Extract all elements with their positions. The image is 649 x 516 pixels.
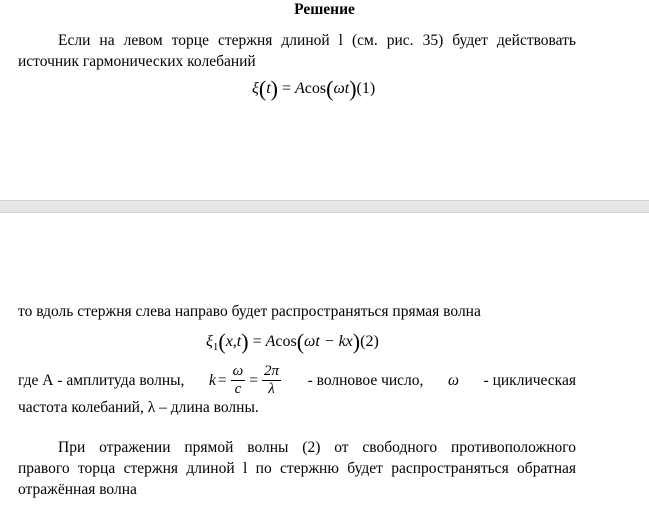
wave-number-formula [209,363,283,398]
formula-operator: = [281,80,291,97]
formula-operator: = [249,371,258,389]
paragraph-line: Если на левом торце стержня длиной l (см. рис. 35) будет действовать [58,32,576,49]
document-page-bottom [0,213,649,516]
fraction-numerator: ω [232,362,244,379]
formula-symbol: k [209,371,216,389]
paragraph-line: то вдоль стержня слева направо будет распространяться прямая волна [18,303,481,320]
paragraph-line: отражённая волна [18,481,137,498]
formula-symbol: ξ [252,80,259,97]
formula-symbol: ξ [206,333,213,350]
formula-1: ξ(t) = Acos(ωt)(1) [252,76,376,101]
paragraph-line: правого торца стержня длиной l по стержню будет распространяться обратная [18,460,576,477]
paragraph-definitions [18,362,576,416]
formula-symbol: A [265,333,276,350]
fraction [262,363,281,398]
fraction-denominator: λ [268,380,275,397]
formula-symbol: t [266,80,271,97]
paragraph-line: источник гармонических колебаний [18,53,256,70]
formula-symbol: ω [448,371,459,389]
formula-operator: = [252,333,262,350]
fraction-numerator: 2π [263,362,279,379]
formula-2: $\xi_1(x,t) = Acos(\omega t - kx)(2)$ [206,329,379,354]
formula-number: (1) [356,80,376,97]
definitions-line [18,362,576,397]
paragraph-direct-wave [18,301,576,322]
page-separator [0,200,649,213]
formula-number: (2) [360,333,379,350]
section-heading: Решение [294,1,355,18]
paragraph-reflection [18,437,576,500]
formula-subscript: 1 [212,341,219,353]
definition-text: где А - амплитуда волны, [18,371,185,389]
formula-symbol: ωt − kx [304,333,353,350]
formula-symbol: ωt [333,80,350,97]
paragraph-source [18,30,576,72]
formula-symbol: A [295,80,305,97]
formula-operator: = [217,371,227,389]
document-page-top [0,0,649,200]
formula-function: cos [304,80,327,97]
fraction-denominator: c [234,380,242,397]
definition-text: - циклическая [483,371,576,389]
formula-function: cos [275,333,297,350]
paragraph-line: частота колебаний, λ – длина волны. [18,399,259,416]
formula-symbol: x,t [225,333,242,350]
fraction [231,363,246,398]
paragraph-line: При отражении прямой волны (2) от свободного противоположного [58,439,576,456]
definition-text: - волновое число, [307,371,424,389]
